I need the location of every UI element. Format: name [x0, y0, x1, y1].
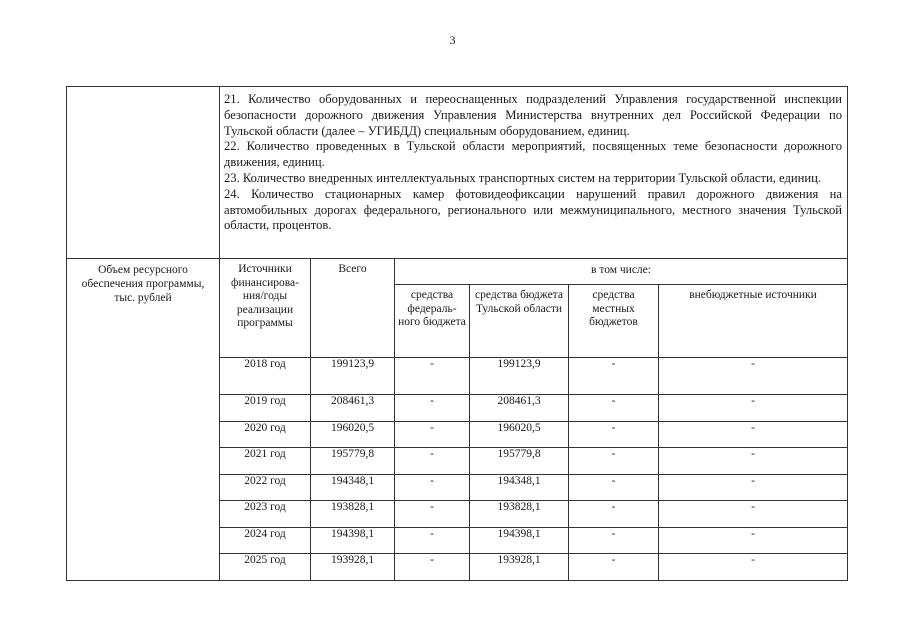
- federal-cell: -: [395, 422, 470, 448]
- year-cell: 2025 год: [220, 554, 311, 581]
- local-cell: -: [569, 475, 659, 501]
- indicator-24: 24. Количество стационарных камер фотовидеофиксации нарушений правил дорожного движения на автомобильных дорогах федерального, регионального или межмуниципального, местного значения Тульской области, процентов.: [224, 186, 842, 233]
- total-cell: 196020,5: [311, 422, 395, 448]
- offbudget-cell: -: [659, 358, 848, 395]
- federal-cell: -: [395, 448, 470, 475]
- header-total: Всего: [311, 259, 395, 358]
- total-cell: 193928,1: [311, 554, 395, 581]
- header-federal: средства федераль-ного бюджета: [395, 285, 470, 358]
- federal-cell: -: [395, 395, 470, 422]
- federal-cell: -: [395, 554, 470, 581]
- local-cell: -: [569, 358, 659, 395]
- offbudget-cell: -: [659, 475, 848, 501]
- federal-cell: -: [395, 475, 470, 501]
- header-local: средства местных бюджетов: [569, 285, 659, 358]
- header-including: в том числе:: [395, 259, 848, 285]
- offbudget-cell: -: [659, 395, 848, 422]
- total-cell: 208461,3: [311, 395, 395, 422]
- regional-cell: 196020,5: [470, 422, 569, 448]
- offbudget-cell: -: [659, 422, 848, 448]
- regional-cell: 194398,1: [470, 528, 569, 554]
- year-cell: 2024 год: [220, 528, 311, 554]
- offbudget-cell: -: [659, 528, 848, 554]
- page-number: 3: [449, 33, 456, 47]
- federal-cell: -: [395, 501, 470, 528]
- indicator-22: 22. Количество проведенных в Тульской области мероприятий, посвященных теме безопасности дорожного движения, единиц.: [224, 139, 842, 170]
- regional-cell: 208461,3: [470, 395, 569, 422]
- total-cell: 193828,1: [311, 501, 395, 528]
- regional-cell: 195779,8: [470, 448, 569, 475]
- program-passport-table: [66, 86, 848, 581]
- offbudget-cell: -: [659, 554, 848, 581]
- year-cell: 2023 год: [220, 501, 311, 528]
- indicators-row: [67, 87, 848, 259]
- federal-cell: -: [395, 358, 470, 395]
- regional-cell: 193828,1: [470, 501, 569, 528]
- total-cell: 195779,8: [311, 448, 395, 475]
- offbudget-cell: -: [659, 501, 848, 528]
- local-cell: -: [569, 554, 659, 581]
- indicators-cell: [220, 87, 848, 259]
- year-cell: 2018 год: [220, 358, 311, 395]
- local-cell: -: [569, 448, 659, 475]
- header-regional: средства бюджета Тульской области: [470, 285, 569, 358]
- indicators-label-cell: [67, 87, 220, 259]
- regional-cell: 199123,9: [470, 358, 569, 395]
- local-cell: -: [569, 395, 659, 422]
- year-cell: 2022 год: [220, 475, 311, 501]
- header-sources: Источники финансирова-ния/годы реализации программы: [220, 259, 311, 358]
- offbudget-cell: -: [659, 448, 848, 475]
- local-cell: -: [569, 501, 659, 528]
- regional-cell: 194348,1: [470, 475, 569, 501]
- total-cell: 199123,9: [311, 358, 395, 395]
- year-cell: 2020 год: [220, 422, 311, 448]
- header-offbudget: внебюджетные источники: [659, 285, 848, 358]
- funding-header-row-1: [67, 259, 848, 285]
- year-cell: 2019 год: [220, 395, 311, 422]
- total-cell: 194398,1: [311, 528, 395, 554]
- year-cell: 2021 год: [220, 448, 311, 475]
- funding-label: Объем ресурсного обеспечения программы, тыс. рублей: [67, 259, 220, 581]
- local-cell: -: [569, 528, 659, 554]
- indicator-23: 23. Количество внедренных интеллектуальных транспортных систем на территории Тульской области, единиц.: [224, 170, 821, 185]
- indicator-21: 21. Количество оборудованных и переоснащенных подразделений Управления государственной инспекции безопасности дорожного движения Управления Министерства внутренних дел Российской Федерации по Тульской области (далее – УГИБДД) специальным оборудованием, единиц.: [224, 92, 842, 138]
- regional-cell: 193928,1: [470, 554, 569, 581]
- local-cell: -: [569, 422, 659, 448]
- federal-cell: -: [395, 528, 470, 554]
- total-cell: 194348,1: [311, 475, 395, 501]
